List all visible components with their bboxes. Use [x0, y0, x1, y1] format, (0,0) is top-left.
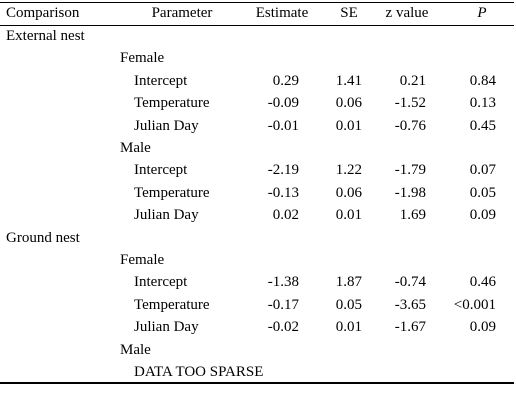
- z-value-cell: -3.65: [394, 296, 426, 313]
- sex-label: Female: [120, 50, 165, 67]
- estimate-cell: -0.17: [267, 296, 299, 313]
- estimate-cell: 0.29: [272, 72, 299, 89]
- parameter-cell: Intercept: [134, 72, 188, 89]
- estimate-cell: 0.02: [272, 207, 299, 224]
- se-cell: 0.05: [335, 296, 362, 313]
- header-se: SE: [340, 5, 358, 21]
- se-cell: 0.06: [335, 95, 362, 112]
- table-top-rule: [0, 2, 514, 3]
- parameter-cell: Julian Day: [134, 319, 199, 336]
- parameter-cell: Julian Day: [134, 117, 199, 134]
- p-cell: 0.09: [469, 319, 496, 336]
- parameter-cell: Julian Day: [134, 207, 199, 224]
- p-cell: 0.84: [469, 72, 496, 89]
- header-p: P: [477, 5, 487, 21]
- se-cell: 0.01: [335, 319, 362, 336]
- z-value-cell: -1.67: [394, 319, 426, 336]
- se-cell: 1.87: [335, 274, 362, 291]
- sex-label: Male: [120, 341, 151, 358]
- parameter-cell: Intercept: [134, 162, 188, 179]
- se-cell: 0.01: [335, 117, 362, 134]
- p-cell: 0.07: [469, 162, 496, 179]
- header-rule: [0, 25, 514, 26]
- note-cell: DATA TOO SPARSE: [134, 364, 264, 380]
- table-bottom-rule: [0, 382, 514, 384]
- se-cell: 1.22: [335, 162, 362, 179]
- p-cell: 0.05: [469, 184, 496, 201]
- p-cell: 0.45: [469, 117, 496, 134]
- estimate-cell: -0.13: [267, 184, 299, 201]
- estimate-cell: -0.01: [267, 117, 299, 134]
- parameter-cell: Temperature: [134, 296, 210, 313]
- estimate-cell: -0.09: [267, 95, 299, 112]
- z-value-cell: 0.21: [399, 72, 426, 89]
- estimate-cell: -1.38: [267, 274, 299, 291]
- group-label: External nest: [6, 28, 85, 44]
- p-cell: 0.46: [469, 274, 496, 291]
- header-z-value: z value: [385, 5, 429, 21]
- parameter-cell: Temperature: [134, 184, 210, 201]
- p-cell: <0.001: [453, 296, 496, 313]
- sex-label: Female: [120, 252, 165, 268]
- se-cell: 1.41: [335, 72, 362, 89]
- header-comparison: Comparison: [6, 5, 80, 21]
- se-cell: 0.06: [335, 184, 362, 201]
- p-cell: 0.13: [469, 95, 496, 112]
- z-value-cell: -1.52: [394, 95, 426, 112]
- z-value-cell: 1.69: [399, 207, 426, 224]
- z-value-cell: -0.76: [394, 117, 426, 134]
- p-cell: 0.09: [469, 207, 496, 224]
- parameter-cell: Intercept: [134, 274, 188, 291]
- z-value-cell: -1.79: [394, 162, 426, 179]
- estimate-cell: -0.02: [267, 319, 299, 336]
- header-parameter: Parameter: [151, 5, 213, 21]
- parameter-cell: Temperature: [134, 95, 210, 112]
- se-cell: 0.01: [335, 207, 362, 224]
- z-value-cell: -1.98: [394, 184, 426, 201]
- sex-label: Male: [120, 140, 151, 156]
- header-estimate: Estimate: [255, 5, 309, 21]
- z-value-cell: -0.74: [394, 274, 426, 291]
- estimate-cell: -2.19: [267, 162, 299, 179]
- group-label: Ground nest: [6, 229, 80, 246]
